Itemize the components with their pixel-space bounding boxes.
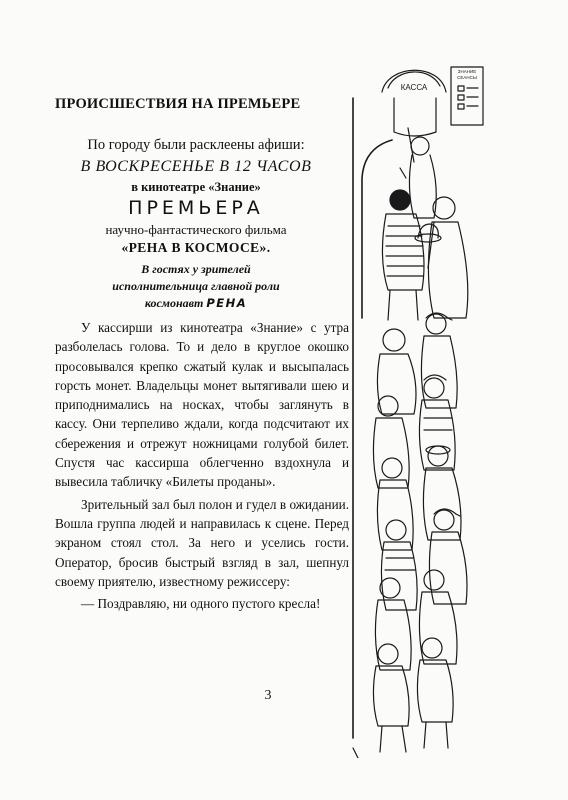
board-title: ЗНАНИЕ	[457, 69, 477, 74]
poster-guest-prefix: космонавт	[144, 296, 204, 310]
poster-where: в кинотеатре «Знание»	[131, 180, 261, 194]
story-body	[55, 318, 349, 616]
poster-guest-line3	[40, 296, 352, 311]
poster-intro: По городу были расклеены афиши:	[87, 137, 305, 153]
poster-guest-line1: В гостях у зрителей	[141, 262, 251, 276]
paragraph: У кассирши из кинотеатра «Знание» с утра разболелась голова. То и дело в круглое окошко просовывался крепко сжатый кулак и высыпалась горсть монет. Владельцы монет вытягивали шею и приподнимались на носках, чтобы заглянуть в кассу. Они терпеливо ждали, когда подсчитают их сбережения и отрежут ножницами голубой билет. Спустя час кассирша облегченно вздохнула и вывесила табличку «Билеты проданы».	[55, 320, 349, 490]
queue-of-people	[373, 128, 467, 752]
poster-genre: научно-фантастического фильма	[105, 222, 287, 237]
paragraph: Зрительный зал был полон и гудел в ожидании. Вошла группа людей и направилась к сцене. Перед экраном стоял стол. За него и уселись гости. Оператор, бросив быстрый взгляд в зал, шепнул своему приятелю, известному режиссеру:	[55, 496, 349, 589]
chapter-title: ПРОИСШЕСТВИЯ НА ПРЕМЬЕРЕ	[55, 96, 301, 112]
page-number: 3	[264, 688, 272, 703]
poster-film-title: «РЕНА В КОСМОСЕ».	[121, 240, 271, 255]
poster-premiere: ПРЕМЬЕРА	[128, 197, 264, 219]
poster-guest-name: РЕНА	[206, 296, 248, 310]
paragraph: — Поздравляю, ни одного пустого кресла!	[81, 596, 321, 612]
poster-guest-line2: исполнительница главной роли	[112, 279, 280, 293]
board-subtitle: СЕАНСЫ	[457, 75, 477, 80]
kassa-sign: КАССА	[400, 83, 428, 92]
poster-when: В ВОСКРЕСЕНЬЕ В 12 ЧАСОВ	[80, 158, 312, 175]
queue-illustration	[348, 58, 498, 758]
